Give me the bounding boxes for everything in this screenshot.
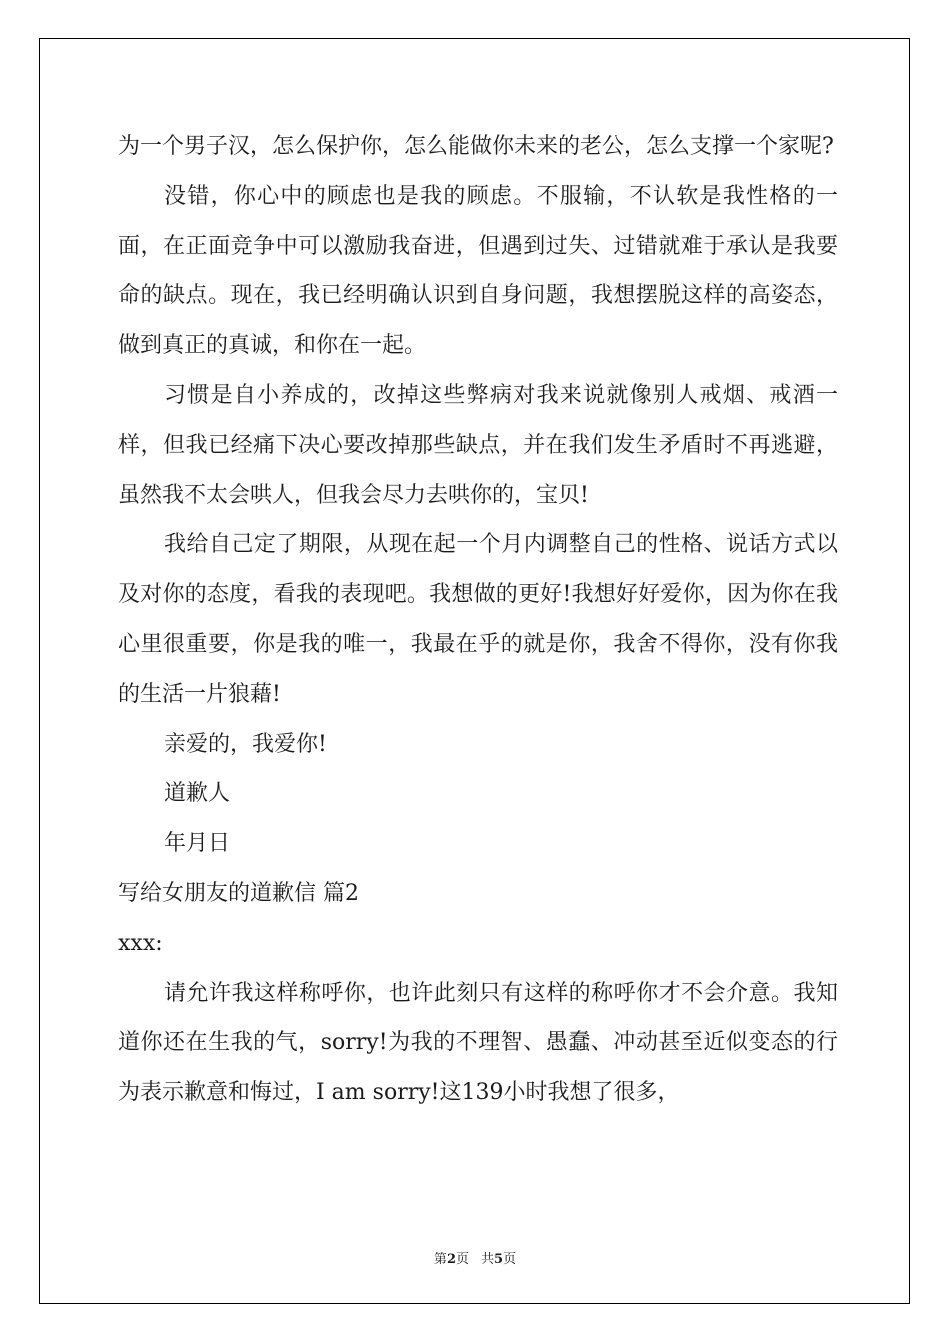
date-label: 年月日 xyxy=(164,831,231,857)
page-footer xyxy=(0,1248,950,1267)
footer-total-suffix: 页 xyxy=(503,1252,517,1267)
document-body xyxy=(118,122,838,1118)
footer-total-pages: 5 xyxy=(494,1252,504,1267)
paragraph: 没错，你心中的顾虑也是我的顾虑。不服输，不认软是我性格的一面，在正面竞争中可以激励我奋进，但遇到过失、过错就难于承认是我要命的缺点。现在，我已经明确认识到自身问题，我想摆脱这样的高姿态，做到真正的真诚，和你在一起。 xyxy=(118,183,838,359)
footer-total-prefix: 共 xyxy=(481,1252,495,1267)
signature-label: 道歉人 xyxy=(164,781,231,807)
paragraph-continuation: 为一个男子汉，怎么保护你，怎么能做你未来的老公，怎么支撑一个家呢? xyxy=(118,134,834,159)
salutation: xxx: xyxy=(118,930,163,956)
paragraph: 习惯是自小养成的，改掉这些弊病对我来说就像别人戒烟、戒酒一样，但我已经痛下决心要改掉那些缺点，并在我们发生矛盾时不再逃避，虽然我不太会哄人，但我会尽力去哄你的，宝贝! xyxy=(118,382,838,508)
footer-page-number: 2 xyxy=(446,1252,456,1267)
section-heading: 写给女朋友的道歉信 篇2 xyxy=(118,880,359,906)
paragraph: 我给自己定了期限，从现在起一个月内调整自己的性格、说话方式以及对你的态度，看我的表现吧。我想做的更好!我想好好爱你，因为你在我心里很重要，你是我的唯一，我最在乎的就是你，我舍不得你，没有你我的生活一片狼藉! xyxy=(118,532,838,707)
paragraph: 请允许我这样称呼你，也许此刻只有这样的称呼你才不会介意。我知道你还在生我的气，sorry!为我的不理智、愚蠢、冲动甚至近似变态的行为表示歉意和悔过，I am sorry!这139小时我想了很多， xyxy=(118,980,838,1106)
closing-line: 亲爱的，我爱你! xyxy=(164,731,327,757)
footer-page-suffix: 页 xyxy=(455,1252,469,1267)
footer-page-prefix: 第 xyxy=(433,1252,447,1267)
